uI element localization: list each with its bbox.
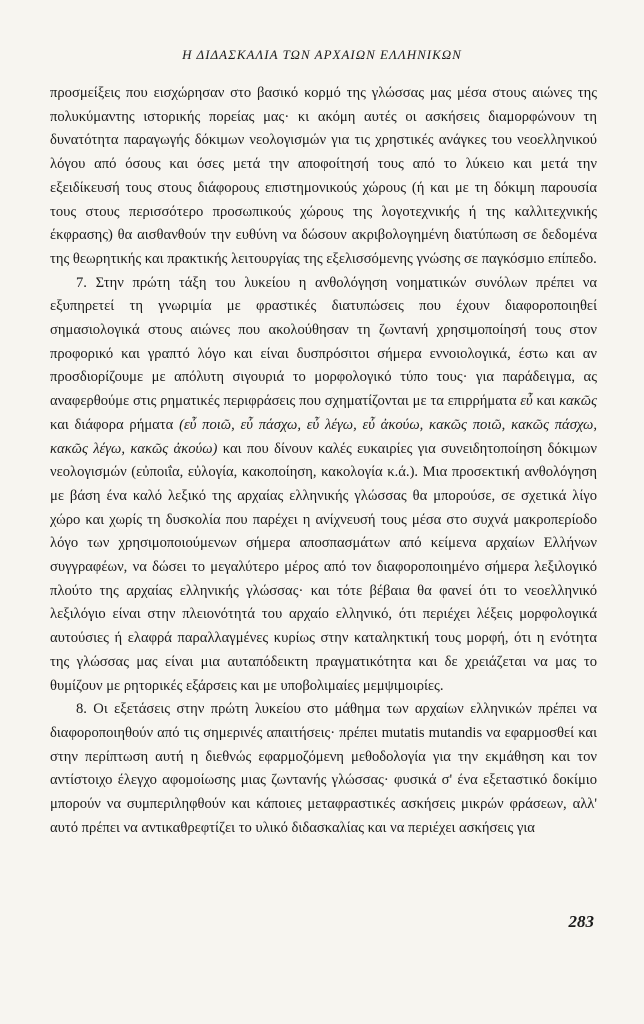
paragraph-7-italic-eu: εὖ <box>520 393 533 410</box>
paragraph-7-text-1: 7. Στην πρώτη τάξη του λυκείου η ανθολόγηση νοηματικών συνόλων πρέπει να εξυπηρετεί τη γνωριμία με φραστικές διατυπώσεις που έχουν διαφοροποιηθεί σημασιολογικά στους αιώνες που ακολούθησαν τη ζωντανή χρησιμοποίησή τους στον προφορικό και γραπτό λόγο και είναι δυσπρόσιτοι σήμερα εννοιολογικά, έστω και αν προσδιορίζουμε με απόλυτη σιγουριά το μορφολογικό τύπο τους· για παράδειγμα, ας αναφερθούμε στις ρηματικές περιφράσεις που σχηματίζονται με τα επιρρήματα <box>50 274 597 410</box>
paragraph-7-text-4: και που δίνουν καλές ευκαιρίες για συνειδητοποίηση δόκιμων νεολογισμών (εὐποιΐα, εὐλογία, κακοποίηση, κακολογία κ.ά.). Μια προσεκτική ανθολόγηση με βάση ένα καλό λεξικό της αρχαίας ελληνικής γλώσσας θα μπορούσε, σε σχετικά λίγο χώρο και χωρίς τη δυσκολία που παρέχει η ανίχνευσή τους μέσα στο συχνά μακροπερίοδο λόγο των χρησιμοποιούμενων σήμερα αποσπασμάτων από κείμενα αρχαίων Ελλήνων συγγραφέων, να δώσει το μεγαλύτερο μέρος από τον διαφοροποιημένο σήμερα λεξιλογικό πλούτο της αρχαίας ελληνικής γλώσσας· και τότε βέβαια θα φανεί ότι το νεοελληνικό λεξιλόγιο είναι στην πλειονότητά του αρχαίο ελληνικό, ότι περιέχει λέξεις μορφολογικά αυτούσιες ή ελαφρά παραλλαγμένες κυρίως στην καταληκτική τους μορφή, ότι η ενότητα της γλώσσας μας είναι μια αυταπόδεικτη πραγματικότητα και δε χρειάζεται να μας το θυμίζουν με ρητορικές εξάρσεις και με υποβολιμαίες μεμψιμοιρίες. <box>50 440 597 694</box>
paragraph-7-italic-verbs: (εὖ ποιῶ, εὖ πάσχω, εὖ λέγω, εὖ ἀκούω, κακῶς ποιῶ, κακῶς πάσχω, κακῶς λέγω, κακῶς ἀκούω) <box>50 416 597 457</box>
page-number: 283 <box>568 912 594 931</box>
paragraph-7 <box>50 272 597 699</box>
body-text <box>50 82 597 841</box>
paragraph-8: 8. Οι εξετάσεις στην πρώτη λυκείου στο μάθημα των αρχαίων ελληνικών πρέπει να διαφοροποιηθούν από τις σημερινές απαιτήσεις· πρέπει mutatis mutandis να εφαρμοσθεί και στην περίπτωση αυτή η διεθνώς εφαρμοζόμενη μεθοδολογία για την εκμάθηση και τον αντίστοιχο έλεγχο αφομοίωσης μιας ζωντανής γλώσσας· φυσικά σ' ένα εξεταστικό δοκίμιο μπορούν να συμπεριληφθούν και κάποιες μεταφραστικές ασκήσεις μικρών φράσεων, αλλ' αυτό πρέπει να αντικαθρεφτίζει το υλικό διδασκαλίας και να περιέχει ασκήσεις για <box>50 701 597 836</box>
paragraph-continuation: προσμείξεις που εισχώρησαν στο βασικό κορμό της γλώσσας μας μέσα στους αιώνες της πολυκύμαντης ιστορικής πορείας μας· κι ακόμη αυτές οι ασκήσεις διαμορφώνουν τη δυνατότητα παραγωγής δόκιμων νεολογισμών για τις χρηστικές ανάγκες του νεοελληνικού λόγου από όσους και όσες μετά την αποφοίτησή τους από το λύκειο και μετά την εξειδίκευσή τους στους διάφορους επιστημονικούς χώρους (ή και με τη δόκιμη παρουσία τους στους περισσότερο προσωπικούς χώρους της λογοτεχνικής ή της καλλιτεχνικής έκφρασης) θα αισθανθούν την ευθύνη να δώσουν ακριβολογημένη διατύπωση σε δεδομένα της θεωρητικής και πρακτικής λειτουργίας της εξελισσόμενης γνώσης σε παγκόσμιο επίπεδο. <box>50 85 597 267</box>
paragraph-7-text-2: και <box>532 393 560 410</box>
paragraph-7-italic-kakos: κακῶς <box>559 393 597 410</box>
running-header: Η ΔΙΔΑΣΚΑΛΙΑ ΤΩΝ ΑΡΧΑΙΩΝ ΕΛΛΗΝΙΚΩΝ <box>182 47 462 62</box>
paragraph-7-text-3: και διάφορα ρήματα <box>50 416 180 433</box>
